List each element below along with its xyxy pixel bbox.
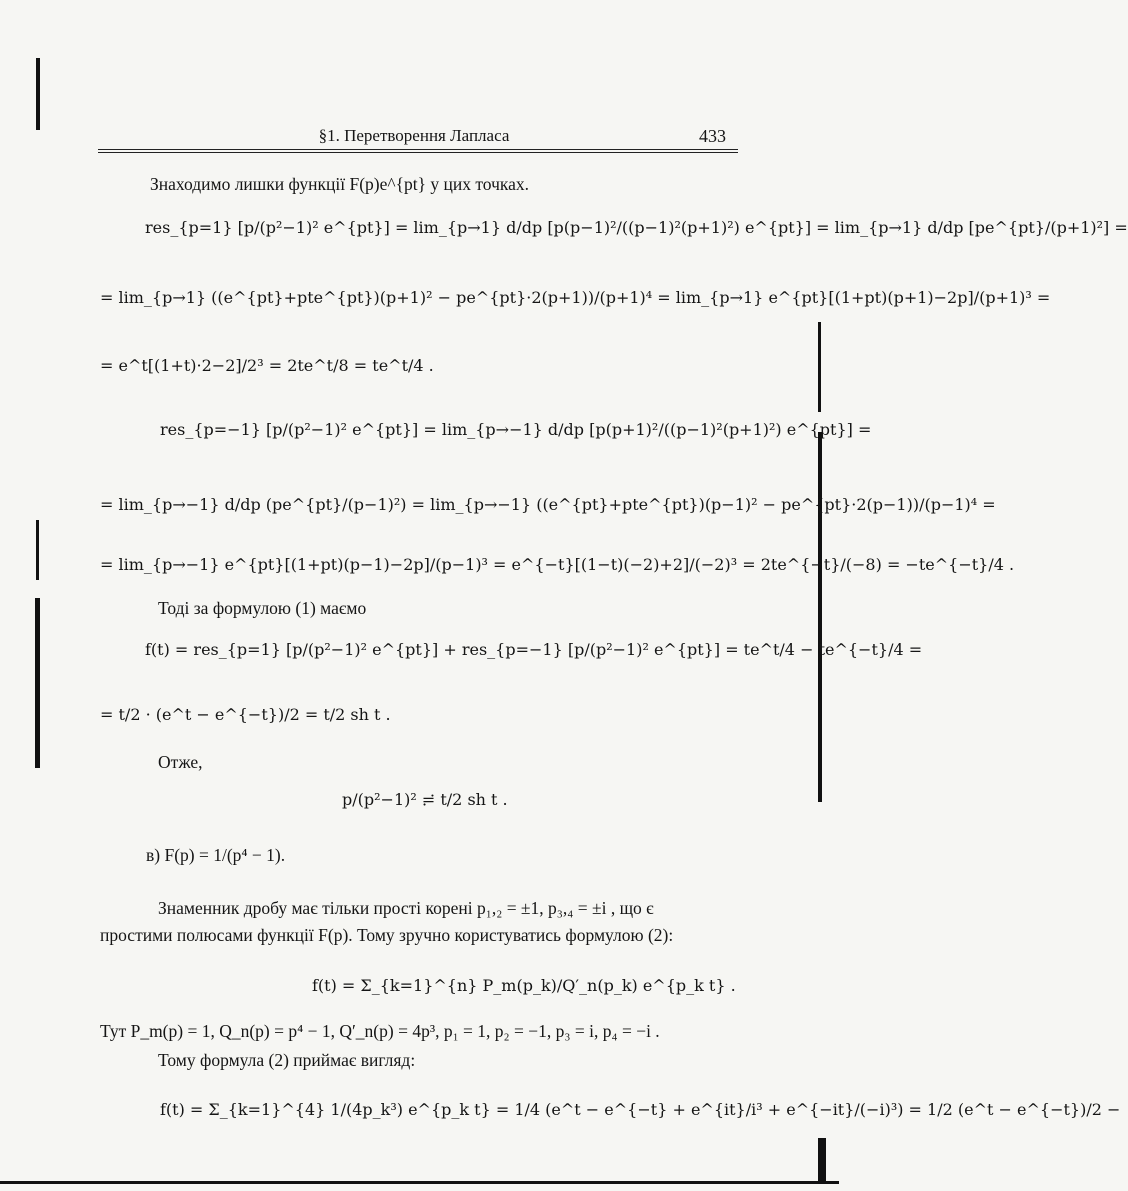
formula-2-form-text: Тому формула (2) приймає вигляд:	[158, 1050, 416, 1070]
equation-3: = e^t[(1+t)·2−2]/2³ = 2te^t/8 = te^t/4 .	[100, 356, 434, 375]
running-header	[98, 124, 730, 148]
equation-residue-p1	[145, 218, 1128, 237]
here-text: Тут P_m(p) = 1, Q_n(p) = p⁴ − 1, Q′_n(p) = 4p³, p₁ = 1, p₂ = −1, p₃ = i, p₄ = −i .	[100, 1021, 660, 1041]
equation-8: = t/2 · (e^t − e^{−t})/2 = t/2 sh t .	[100, 705, 391, 724]
intro-text	[150, 174, 529, 195]
formula-2-form-label	[158, 1050, 415, 1071]
equation-2: = lim_{p→1} ((e^{pt}+pte^{pt})(p+1)² − pe^{pt}·2(p+1))/(p+1)⁴ = lim_{p→1} e^{pt}[(1+pt)(p+1)−2p]/(p+1)³ =	[100, 288, 1051, 307]
therefore-label	[158, 752, 203, 773]
case-v-text: в) F(p) = 1/(p⁴ − 1).	[146, 845, 286, 865]
denominator-paragraph-line1	[158, 898, 654, 919]
equation-result-p1	[100, 356, 434, 375]
equation-5: = lim_{p→−1} d/dp (pe^{pt}/(p−1)²) = lim_{p→−1} ((e^{pt}+pte^{pt})(p−1)² − pe^{pt}·2(p−1))/(p−1)⁴ =	[100, 495, 996, 514]
therefore-text: Отже,	[158, 752, 203, 772]
equation-derivative-pm1	[100, 495, 996, 514]
equation-final-sum	[160, 1100, 1120, 1119]
formula-1-label-text: Тоді за формулою (1) маємо	[158, 598, 367, 618]
here-line	[100, 1021, 660, 1042]
equation-7: f(t) = res_{p=1} [p/(p²−1)² e^{pt}] + res_{p=−1} [p/(p²−1)² e^{pt}] = te^t/4 − te^{−t}/4 =	[145, 640, 923, 659]
equation-10: f(t) = Σ_{k=1}^{n} P_m(p_k)/Q′_n(p_k) e^{p_k t} .	[312, 976, 736, 995]
equation-sh	[100, 705, 391, 724]
equation-f-of-t	[145, 640, 922, 659]
equation-result-pm1	[100, 555, 1014, 574]
equation-1: res_{p=1} [p/(p²−1)² e^{pt}] = lim_{p→1} d/dp [p(p−1)²/((p−1)²(p+1)²) e^{pt}] = lim_{p→1} d/dp [pe^{pt}/(p+1)²] =	[145, 218, 1128, 237]
scan-bottom-edge	[0, 1181, 839, 1184]
header-rule	[98, 152, 738, 153]
case-v-label	[146, 845, 285, 866]
denominator-text-1: Знаменник дробу має тільки прості корені p₁,₂ = ±1, p₃,₄ = ±i , що є	[158, 898, 654, 918]
equation-formula-2	[312, 976, 736, 995]
scan-edge-mark	[36, 58, 40, 130]
equation-residue-pm1	[160, 420, 871, 439]
intro-text-content: Знаходимо лишки функції F(p)e^{pt} у цих точках.	[150, 174, 530, 194]
equation-6: = lim_{p→−1} e^{pt}[(1+pt)(p−1)−2p]/(p−1)³ = e^{−t}[(1−t)(−2)+2]/(−2)³ = 2te^{−t}/(−8) = −te^{−t}/4 .	[100, 555, 1015, 574]
equation-11: f(t) = Σ_{k=1}^{4} 1/(4p_k³) e^{p_k t} = 1/4 (e^t − e^{−t} + e^{it}/i³ + e^{−it}/(−i)³) = 1/2 (e^t − e^{−t})/2 −	[160, 1100, 1121, 1119]
formula-1-label	[158, 598, 366, 619]
equation-limit-p1	[100, 288, 1050, 307]
scan-edge-mark	[818, 322, 821, 412]
equation-9: p/(p²−1)² ≓ t/2 sh t .	[342, 790, 508, 809]
denominator-paragraph-line2	[100, 925, 673, 946]
equation-4: res_{p=−1} [p/(p²−1)² e^{pt}] = lim_{p→−1} d/dp [p(p+1)²/((p−1)²(p+1)²) e^{pt}] =	[160, 420, 872, 439]
header-title: §1. Перетворення Лапласа	[318, 126, 510, 145]
denominator-text-2: простими полюсами функції F(p). Тому зручно користуватись формулою (2):	[100, 925, 674, 945]
scan-edge-mark	[818, 1138, 826, 1182]
page-number: 433	[699, 126, 726, 146]
scan-edge-mark	[818, 432, 822, 802]
scan-edge-mark	[35, 598, 40, 768]
header-rule	[98, 149, 738, 150]
equation-correspondence	[342, 790, 508, 809]
scan-edge-mark	[36, 520, 39, 580]
